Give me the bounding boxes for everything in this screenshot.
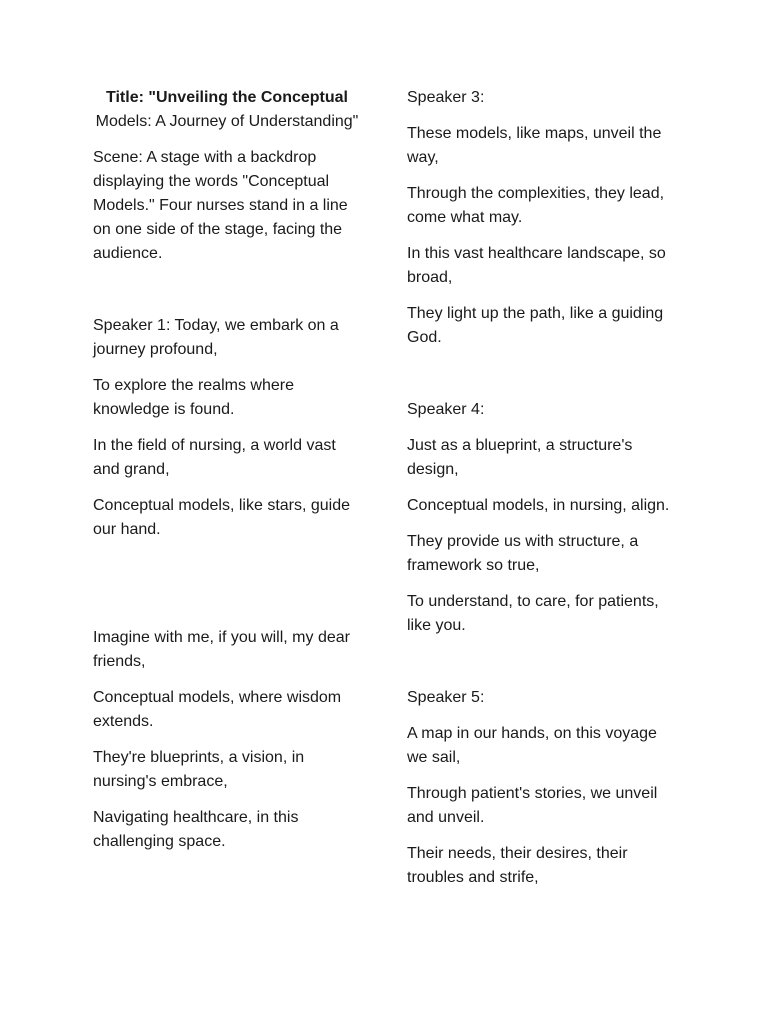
speaker3-line-1: These models, like maps, unveil the way, <box>407 125 662 166</box>
right-column <box>407 86 675 902</box>
page-title <box>93 86 361 134</box>
speaker4-label: Speaker 4: <box>407 401 485 418</box>
stanza-line-1: Imagine with me, if you will, my dear friends, <box>93 629 350 670</box>
speaker1-line-3: In the field of nursing, a world vast and grand, <box>93 437 336 478</box>
spacer <box>93 278 361 314</box>
stanza-line-4: Navigating healthcare, in this challenging space. <box>93 809 299 850</box>
speaker1-line-4: Conceptual models, like stars, guide our hand. <box>93 497 351 538</box>
speaker3-line-4: They light up the path, like a guiding God. <box>407 305 664 346</box>
speaker4-line-2: Conceptual models, in nursing, align. <box>407 497 670 514</box>
speaker1-line-2: To explore the realms where knowledge is found. <box>93 377 294 418</box>
speaker3-line-2: Through the complexities, they lead, come what may. <box>407 185 665 226</box>
speaker5-label: Speaker 5: <box>407 689 485 706</box>
speaker1-line-1: Speaker 1: Today, we embark on a journey profound, <box>93 317 339 358</box>
spacer <box>93 554 361 626</box>
spacer <box>407 362 675 398</box>
title-rest: Models: A Journey of Understanding" <box>95 113 359 130</box>
title-lead: Title: "Unveiling the Conceptual <box>106 89 348 106</box>
speaker4-line-3: They provide us with structure, a framework so true, <box>407 533 639 574</box>
speaker4-line-1: Just as a blueprint, a structure's design, <box>407 437 633 478</box>
speaker5-line-3: Their needs, their desires, their troubles and strife, <box>407 845 628 886</box>
spacer <box>407 650 675 686</box>
speaker4-line-4: To understand, to care, for patients, like you. <box>407 593 659 634</box>
speaker5-line-2: Through patient's stories, we unveil and unveil. <box>407 785 658 826</box>
speaker3-label: Speaker 3: <box>407 89 485 106</box>
speaker3-line-3: In this vast healthcare landscape, so broad, <box>407 245 666 286</box>
speaker5-line-1: A map in our hands, on this voyage we sail, <box>407 725 657 766</box>
left-column <box>93 86 361 866</box>
stanza-line-2: Conceptual models, where wisdom extends. <box>93 689 342 730</box>
stanza-line-3: They're blueprints, a vision, in nursing's embrace, <box>93 749 305 790</box>
scene-description: Scene: A stage with a backdrop displaying the words "Conceptual Models." Four nurses stand in a line on one side of the stage, facing the audience. <box>93 149 348 262</box>
